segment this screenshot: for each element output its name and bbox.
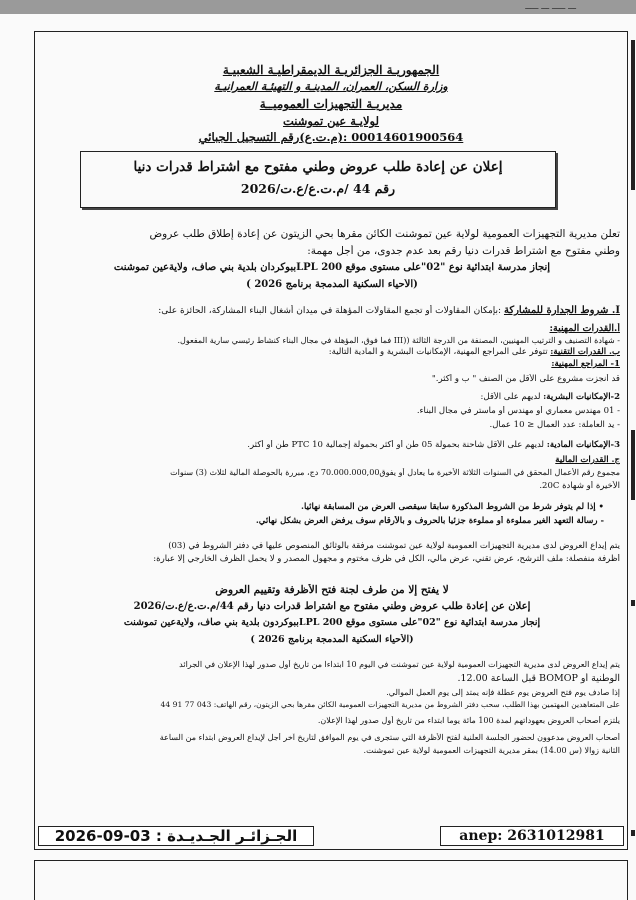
references-text: قد أنجزت مشروع على الأقل من الصنف " ب و أكثر." [431, 374, 620, 384]
professional-capacity-title: أ.القدرات المهنية: [549, 323, 620, 334]
anep-number: anep: 2631012981 [440, 826, 624, 846]
directorate-header: مديريـة التجهيزات العموميــة [259, 97, 403, 111]
exclusion-note: • إذا لم يتوفر شرط من الشروط المذكورة سابقا سيقصى العرض من المسابقة نهائيا. [300, 502, 604, 512]
professional-capacity-text: - شهادة التصنيف و الترتيب المهنيين، المصنفة من الدرجة الثالثة ((III فما فوق، المؤهلة في مجال البناء كنشاط رئيسي سارية المفعول. [177, 336, 620, 345]
next-ad-frame [34, 860, 628, 900]
human-resources-item-2: - يد العاملة: عدد العمال ≤ 10 عمال. [489, 420, 620, 430]
financial-capacity-title: ج. القدرات المالية [555, 455, 620, 465]
announcement-number: رقم 44 /م.ت.ع/ع.ت/2026 [240, 181, 396, 196]
envelope-line-4: (الأحياء السكنية المدمجة برنامج 2026 ) [250, 634, 414, 645]
closing-line-3: إذا صادف يوم فتح العروض يوم عطلة فإنه يمتد إلى يوم العمل الموالي. [386, 688, 620, 697]
human-resources: 2-الإمكانيات البشرية: لديهم على الأقل: [480, 392, 620, 402]
project-program: (الأحياء السكنية المدمجة برنامج 2026 ) [246, 279, 418, 290]
material-resources: 3-الإمكانيات المادية: لديهم على الأقل شاحنة بحمولة 05 طن أو أكثر بحمولة إجمالية PTC 10 طن أو أكثر. [247, 440, 620, 450]
newspaper-date: الجـزائـر الجـديـدة : 03-09-2026 [38, 826, 314, 846]
page-edge-marks [628, 40, 636, 860]
closing-line-1: يتم إيداع العروض لدى مديرية التجهيزات العمومية لولاية عين تموشنت في اليوم 10 ابتداءا من تاريخ أول صدور لهذا الإعلان في الجرائد [179, 660, 620, 669]
human-resources-item-1: - 01 مهندس معماري أو مهندس أو ماستر في مجال البناء. [416, 406, 620, 416]
project-title: إنجاز مدرسة ابتدائية نوع "02"على مستوى موقع LPL 200ببوكردان بلدية بني صاف، ولايةعين تموشنت [113, 262, 551, 273]
financial-capacity-text-1: مجموع رقم الأعمال المحقق في السنوات الثلاثة الأخيرة ما يعادل أو يفوق70.000.000,00 دج، مبررة بالحوصلة المالية لثلاث (3) سنوات [170, 468, 620, 477]
top-page-strip [0, 0, 636, 15]
references-title: 1- المراجع المهنية: [551, 359, 620, 369]
deposit-line-1: يتم إيداع العروض لدى مديرية التجهيزات العمومية لولاية عين تموشنت مرفقة بالوثائق المنصوص عليها في دفتر الشروط في (03) [168, 541, 620, 551]
closing-line-2: الوطنية أو BOMOP قبل الساعة 12.00. [457, 673, 620, 684]
closing-line-7: الثانية زوالا (س 14.00) بمقر مديرية التجهيزات العمومية لولاية عين تموشنت. [363, 746, 620, 755]
financial-capacity-text-2: الأخيرة أو شهادة 20C. [539, 481, 620, 491]
republic-header: الجمهوريـة الجزائريـة الديمقراطيـة الشعبيـة [222, 63, 440, 77]
deposit-line-2: أظرفة منفصلة: ملف الترشح، عرض تقني، عرض مالي، الكل في ظرف مختوم و مجهول المصدر و لا يحمل الظرف الخارجي إلا عبارة: [153, 554, 620, 564]
wilaya-header: لولايـة عين تموشنت [282, 114, 380, 128]
closing-line-5: يلتزم أصحاب العروض بعهوداتهم لمدة 100 مائة يوما ابتداء من تاريخ أول صدور لهذا الإعلان. [317, 716, 620, 725]
commitment-letter-note: - رسالة التعهد الغير مملوءة أو مملوءة جزئيا بالحروف و بالأرقام سوف يرفض العرض بشكل نهائي. [255, 516, 604, 526]
fiscal-id: 00014601900564 :(م.ت.ع)رقم التسجيل الجبائي [198, 130, 464, 144]
faded-header-text: ـــ ـــــ ـــ ـــــ [525, 2, 576, 12]
technical-capacity: ب. القدرات التقنية: تتوفر على المراجع المهنية، الإمكانيات البشرية و المادية التالية: [328, 347, 620, 357]
intro-line-2: وطني مفتوح مع اشتراط قدرات دنيا رقم بعد عدم جدوى، من أجل مهمة: [307, 245, 620, 257]
ministry-header: وزارة السكن، العمران، المدينـة و التهيئـة العمرانيـة [214, 80, 448, 93]
envelope-line-2: إعلان عن إعادة طلب عروض وطني مفتوح مع اشتراط قدرات دنيا رقم 44/م.ت.ع/ع.ت/2026 [133, 601, 531, 612]
intro-line-1: تعلن مديرية التجهيزات العمومية لولاية عين تموشنت الكائن مقرها بحي الزيتون عن إعادة إطلاق طلب عروض [149, 228, 620, 240]
announcement-title: إعلان عن إعادة طلب عروض وطني مفتوح مع اشتراط قدرات دنيا [133, 159, 503, 175]
closing-line-6: أصحاب العروض مدعوون لحضور الجلسة العلنية لفتح الأظرفة التي ستجرى في يوم الموافق لتاريخ آخر أجل لإيداع العروض ابتداء من الساعة [159, 733, 620, 742]
announcement-title-box [80, 151, 556, 208]
eligibility-paragraph: I. شروط الجدارة للمشاركة :بإمكان المقاولات أو تجمع المقاولات المؤهلة في ميدان أشغال البناء المشاركة، الحائزة على: [158, 305, 620, 316]
envelope-line-1: لا يفتح إلا من طرف لجنة فتح الأظرفة وتقييم العروض [215, 584, 449, 596]
closing-line-4: على المتعاهدين المهتمين بهذا الطلب، سحب دفتر الشروط من مديرية التجهيزات العمومية الكائن مقرها بحي الزيتون، رقم الهاتف: 043 77 91 44 [160, 700, 620, 709]
envelope-line-3: إنجاز مدرسة ابتدائية نوع "02"على مستوى موقع LPL 200ببوكردون بلدية بني صاف، ولايةعين تموشنت [123, 617, 541, 628]
